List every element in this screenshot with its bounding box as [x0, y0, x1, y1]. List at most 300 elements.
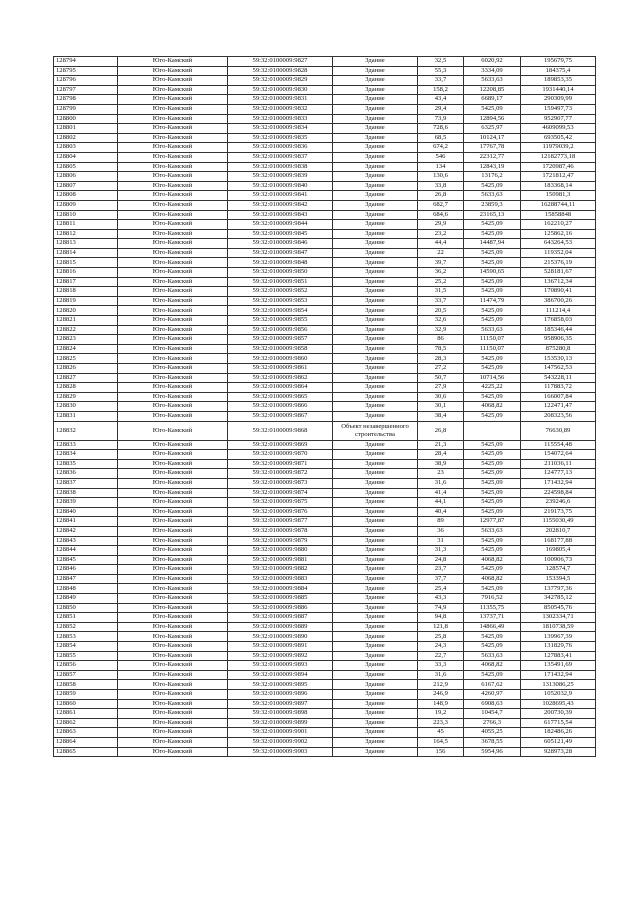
row-number-cell: 128840 [54, 507, 118, 517]
cadastral-number-cell: 59:32:0100009:9827 [228, 57, 333, 67]
cadastral-value-cell: 184375,4 [521, 66, 596, 76]
area-cell: 19,2 [418, 709, 464, 719]
object-type-cell: Здание [333, 747, 418, 757]
row-number-cell: 128841 [54, 517, 118, 527]
cadastral-value-cell: 16288744,11 [521, 200, 596, 210]
area-cell: 164,5 [418, 737, 464, 747]
object-type-cell: Здание [333, 239, 418, 249]
district-cell: Юго-Камский [118, 402, 228, 412]
cadastral-number-cell: 59:32:0100009:9879 [228, 536, 333, 546]
area-cell: 32,5 [418, 57, 464, 67]
unit-value-cell: 5425,09 [464, 546, 521, 556]
unit-value-cell: 5633,63 [464, 76, 521, 86]
object-type-cell: Здание [333, 172, 418, 182]
area-cell: 39,7 [418, 258, 464, 268]
cadastral-value-cell: 386700,26 [521, 296, 596, 306]
cadastral-value-cell: 183368,14 [521, 181, 596, 191]
object-type-cell: Объект незавершенного строительства [333, 421, 418, 440]
cadastral-number-cell: 59:32:0100009:9891 [228, 642, 333, 652]
cadastral-value-cell: 136712,34 [521, 277, 596, 287]
row-number-cell: 128826 [54, 364, 118, 374]
object-type-cell: Здание [333, 57, 418, 67]
district-cell: Юго-Камский [118, 57, 228, 67]
object-type-cell: Здание [333, 402, 418, 412]
cadastral-value-cell: 76630,89 [521, 421, 596, 440]
cadastral-value-cell: 127883,41 [521, 651, 596, 661]
district-cell: Юго-Камский [118, 651, 228, 661]
table-row [54, 57, 596, 67]
area-cell: 23,2 [418, 229, 464, 239]
cadastral-number-cell: 59:32:0100009:9831 [228, 95, 333, 105]
table-row [54, 277, 596, 287]
district-cell: Юго-Камский [118, 737, 228, 747]
row-number-cell: 128821 [54, 316, 118, 326]
cadastral-number-cell: 59:32:0100009:9830 [228, 85, 333, 95]
district-cell: Юго-Камский [118, 220, 228, 230]
object-type-cell: Здание [333, 364, 418, 374]
cadastral-value-cell: 224598,84 [521, 488, 596, 498]
cadastral-number-cell: 59:32:0100009:9885 [228, 594, 333, 604]
unit-value-cell: 5425,09 [464, 411, 521, 421]
row-number-cell: 128801 [54, 124, 118, 134]
row-number-cell: 128835 [54, 459, 118, 469]
table-row [54, 373, 596, 383]
area-cell: 40,4 [418, 507, 464, 517]
object-type-cell: Здание [333, 114, 418, 124]
object-type-cell: Здание [333, 316, 418, 326]
cadastral-number-cell: 59:32:0100009:9853 [228, 296, 333, 306]
cadastral-value-cell: 617715,54 [521, 718, 596, 728]
cadastral-number-cell: 59:32:0100009:9872 [228, 469, 333, 479]
row-number-cell: 128855 [54, 651, 118, 661]
row-number-cell: 128815 [54, 258, 118, 268]
object-type-cell: Здание [333, 517, 418, 527]
district-cell: Юго-Камский [118, 555, 228, 565]
object-type-cell: Здание [333, 594, 418, 604]
unit-value-cell: 5425,09 [464, 392, 521, 402]
district-cell: Юго-Камский [118, 642, 228, 652]
district-cell: Юго-Камский [118, 210, 228, 220]
table-row [54, 95, 596, 105]
row-number-cell: 128863 [54, 728, 118, 738]
unit-value-cell: 5425,09 [464, 364, 521, 374]
cadastral-value-cell: 1720987,46 [521, 162, 596, 172]
cadastral-number-cell: 59:32:0100009:9881 [228, 555, 333, 565]
table-row [54, 191, 596, 201]
object-type-cell: Здание [333, 632, 418, 642]
cadastral-number-cell: 59:32:0100009:9902 [228, 737, 333, 747]
object-type-cell: Здание [333, 133, 418, 143]
area-cell: 32,9 [418, 325, 464, 335]
row-number-cell: 128803 [54, 143, 118, 153]
district-cell: Юго-Камский [118, 718, 228, 728]
cadastral-value-cell: 195679,75 [521, 57, 596, 67]
table-row [54, 316, 596, 326]
unit-value-cell: 23165,13 [464, 210, 521, 220]
district-cell: Юго-Камский [118, 162, 228, 172]
table-row [54, 133, 596, 143]
area-cell: 89 [418, 517, 464, 527]
district-cell: Юго-Камский [118, 661, 228, 671]
unit-value-cell: 13176,2 [464, 172, 521, 182]
unit-value-cell: 14866,49 [464, 622, 521, 632]
table-row [54, 411, 596, 421]
district-cell: Юго-Камский [118, 546, 228, 556]
object-type-cell: Здание [333, 344, 418, 354]
area-cell: 23,7 [418, 565, 464, 575]
cadastral-value-cell: 342785,12 [521, 594, 596, 604]
area-cell: 682,7 [418, 200, 464, 210]
object-type-cell: Здание [333, 411, 418, 421]
area-cell: 50,7 [418, 373, 464, 383]
area-cell: 32,6 [418, 316, 464, 326]
area-cell: 148,9 [418, 699, 464, 709]
area-cell: 38,4 [418, 411, 464, 421]
unit-value-cell: 6020,92 [464, 57, 521, 67]
row-number-cell: 128851 [54, 613, 118, 623]
object-type-cell: Здание [333, 603, 418, 613]
district-cell: Юго-Камский [118, 728, 228, 738]
cadastral-number-cell: 59:32:0100009:9895 [228, 680, 333, 690]
district-cell: Юго-Камский [118, 440, 228, 450]
unit-value-cell: 5425,09 [464, 642, 521, 652]
cadastral-value-cell: 117883,72 [521, 383, 596, 393]
row-number-cell: 128807 [54, 181, 118, 191]
cadastral-value-cell: 1721812,47 [521, 172, 596, 182]
area-cell: 68,5 [418, 133, 464, 143]
row-number-cell: 128794 [54, 57, 118, 67]
cadastral-number-cell: 59:32:0100009:9855 [228, 316, 333, 326]
area-cell: 24,3 [418, 642, 464, 652]
area-cell: 212,9 [418, 680, 464, 690]
cadastral-value-cell: 1931440,14 [521, 85, 596, 95]
unit-value-cell: 2766,3 [464, 718, 521, 728]
district-cell: Юго-Камский [118, 469, 228, 479]
district-cell: Юго-Камский [118, 287, 228, 297]
row-number-cell: 128811 [54, 220, 118, 230]
area-cell: 31 [418, 536, 464, 546]
cadastral-value-cell: 952907,77 [521, 114, 596, 124]
district-cell: Юго-Камский [118, 450, 228, 460]
table-row [54, 325, 596, 335]
district-cell: Юго-Камский [118, 392, 228, 402]
object-type-cell: Здание [333, 104, 418, 114]
cadastral-value-cell: 605121,49 [521, 737, 596, 747]
cadastral-number-cell: 59:32:0100009:9834 [228, 124, 333, 134]
object-type-cell: Здание [333, 248, 418, 258]
cadastral-number-cell: 59:32:0100009:9839 [228, 172, 333, 182]
cadastral-number-cell: 59:32:0100009:9828 [228, 66, 333, 76]
table-row [54, 632, 596, 642]
district-cell: Юго-Камский [118, 459, 228, 469]
table-row [54, 210, 596, 220]
table-row [54, 555, 596, 565]
unit-value-cell: 5425,09 [464, 181, 521, 191]
object-type-cell: Здание [333, 85, 418, 95]
unit-value-cell: 12894,56 [464, 114, 521, 124]
cadastral-number-cell: 59:32:0100009:9852 [228, 287, 333, 297]
cadastral-value-cell: 850545,76 [521, 603, 596, 613]
table-row [54, 200, 596, 210]
district-cell: Юго-Камский [118, 152, 228, 162]
cadastral-number-cell: 59:32:0100009:9899 [228, 718, 333, 728]
area-cell: 21,3 [418, 440, 464, 450]
district-cell: Юго-Камский [118, 277, 228, 287]
cadastral-value-cell: 200730,39 [521, 709, 596, 719]
district-cell: Юго-Камский [118, 316, 228, 326]
row-number-cell: 128798 [54, 95, 118, 105]
district-cell: Юго-Камский [118, 200, 228, 210]
district-cell: Юго-Камский [118, 325, 228, 335]
row-number-cell: 128814 [54, 248, 118, 258]
object-type-cell: Здание [333, 488, 418, 498]
district-cell: Юго-Камский [118, 699, 228, 709]
row-number-cell: 128795 [54, 66, 118, 76]
unit-value-cell: 4068,82 [464, 574, 521, 584]
object-type-cell: Здание [333, 392, 418, 402]
area-cell: 26,8 [418, 191, 464, 201]
unit-value-cell: 12208,85 [464, 85, 521, 95]
object-type-cell: Здание [333, 354, 418, 364]
unit-value-cell: 3678,55 [464, 737, 521, 747]
area-cell: 684,6 [418, 210, 464, 220]
object-type-cell: Здание [333, 584, 418, 594]
table-row [54, 699, 596, 709]
cadastral-value-cell: 124777,13 [521, 469, 596, 479]
district-cell: Юго-Камский [118, 364, 228, 374]
row-number-cell: 128861 [54, 709, 118, 719]
area-cell: 24,8 [418, 555, 464, 565]
row-number-cell: 128827 [54, 373, 118, 383]
table-row [54, 613, 596, 623]
cadastral-value-cell: 928973,28 [521, 747, 596, 757]
district-cell: Юго-Камский [118, 133, 228, 143]
area-cell: 29,4 [418, 104, 464, 114]
cadastral-value-cell: 115554,48 [521, 440, 596, 450]
cadastral-number-cell: 59:32:0100009:9870 [228, 450, 333, 460]
district-cell: Юго-Камский [118, 690, 228, 700]
table-row [54, 574, 596, 584]
area-cell: 31,6 [418, 670, 464, 680]
district-cell: Юго-Камский [118, 172, 228, 182]
district-cell: Юго-Камский [118, 85, 228, 95]
district-cell: Юго-Камский [118, 526, 228, 536]
row-number-cell: 128818 [54, 287, 118, 297]
row-number-cell: 128823 [54, 335, 118, 345]
object-type-cell: Здание [333, 66, 418, 76]
unit-value-cell: 6167,62 [464, 680, 521, 690]
unit-value-cell: 5633,63 [464, 191, 521, 201]
district-cell: Юго-Камский [118, 124, 228, 134]
unit-value-cell: 5425,09 [464, 316, 521, 326]
district-cell: Юго-Камский [118, 268, 228, 278]
object-type-cell: Здание [333, 651, 418, 661]
cadastral-value-table [53, 56, 596, 757]
object-type-cell: Здание [333, 220, 418, 230]
row-number-cell: 128848 [54, 584, 118, 594]
table-row [54, 594, 596, 604]
unit-value-cell: 5425,09 [464, 258, 521, 268]
cadastral-number-cell: 59:32:0100009:9856 [228, 325, 333, 335]
cadastral-value-cell: 15858848 [521, 210, 596, 220]
unit-value-cell: 10124,17 [464, 133, 521, 143]
object-type-cell: Здание [333, 229, 418, 239]
object-type-cell: Здание [333, 296, 418, 306]
table-row [54, 469, 596, 479]
object-type-cell: Здание [333, 536, 418, 546]
area-cell: 45 [418, 728, 464, 738]
cadastral-value-cell: 219173,75 [521, 507, 596, 517]
cadastral-value-cell: 202810,7 [521, 526, 596, 536]
unit-value-cell [464, 421, 521, 440]
table-row [54, 603, 596, 613]
cadastral-value-cell: 208323,56 [521, 411, 596, 421]
cadastral-value-cell: 154072,64 [521, 450, 596, 460]
district-cell: Юго-Камский [118, 584, 228, 594]
unit-value-cell: 23859,3 [464, 200, 521, 210]
area-cell: 86 [418, 335, 464, 345]
unit-value-cell: 5954,96 [464, 747, 521, 757]
table-row [54, 181, 596, 191]
area-cell: 25,8 [418, 632, 464, 642]
area-cell: 29,9 [418, 220, 464, 230]
cadastral-number-cell: 59:32:0100009:9854 [228, 306, 333, 316]
object-type-cell: Здание [333, 287, 418, 297]
object-type-cell: Здание [333, 690, 418, 700]
unit-value-cell: 5425,09 [464, 498, 521, 508]
cadastral-value-cell: 100906,73 [521, 555, 596, 565]
unit-value-cell: 5425,09 [464, 488, 521, 498]
district-cell: Юго-Камский [118, 95, 228, 105]
cadastral-value-cell: 128574,7 [521, 565, 596, 575]
area-cell: 158,2 [418, 85, 464, 95]
table-row [54, 507, 596, 517]
area-cell: 74,9 [418, 603, 464, 613]
district-cell: Юго-Камский [118, 747, 228, 757]
row-number-cell: 128843 [54, 536, 118, 546]
district-cell: Юго-Камский [118, 565, 228, 575]
row-number-cell: 128805 [54, 162, 118, 172]
unit-value-cell: 12977,87 [464, 517, 521, 527]
area-cell: 43,3 [418, 594, 464, 604]
object-type-cell: Здание [333, 546, 418, 556]
table-row [54, 306, 596, 316]
cadastral-value-cell: 131829,76 [521, 642, 596, 652]
area-cell: 728,6 [418, 124, 464, 134]
area-cell: 28,3 [418, 354, 464, 364]
row-number-cell: 128824 [54, 344, 118, 354]
unit-value-cell: 22312,77 [464, 152, 521, 162]
row-number-cell: 128859 [54, 690, 118, 700]
table-row [54, 229, 596, 239]
cadastral-value-cell: 153394,5 [521, 574, 596, 584]
cadastral-number-cell: 59:32:0100009:9897 [228, 699, 333, 709]
area-cell: 121,8 [418, 622, 464, 632]
cadastral-value-cell: 11979039,2 [521, 143, 596, 153]
table-row [54, 536, 596, 546]
row-number-cell: 128850 [54, 603, 118, 613]
cadastral-number-cell: 59:32:0100009:9901 [228, 728, 333, 738]
area-cell: 23 [418, 469, 464, 479]
cadastral-value-cell: 135491,69 [521, 661, 596, 671]
district-cell: Юго-Камский [118, 296, 228, 306]
table-row [54, 248, 596, 258]
cadastral-value-cell: 185346,44 [521, 325, 596, 335]
row-number-cell: 128800 [54, 114, 118, 124]
table-row [54, 709, 596, 719]
row-number-cell: 128802 [54, 133, 118, 143]
unit-value-cell: 10714,56 [464, 373, 521, 383]
cadastral-number-cell: 59:32:0100009:9898 [228, 709, 333, 719]
object-type-cell: Здание [333, 76, 418, 86]
cadastral-value-cell: 166007,84 [521, 392, 596, 402]
table-row [54, 421, 596, 440]
unit-value-cell: 5425,09 [464, 478, 521, 488]
object-type-cell: Здание [333, 440, 418, 450]
unit-value-cell: 5425,09 [464, 277, 521, 287]
district-cell: Юго-Камский [118, 239, 228, 249]
row-number-cell: 128839 [54, 498, 118, 508]
area-cell: 27,9 [418, 383, 464, 393]
unit-value-cell: 4260,97 [464, 690, 521, 700]
district-cell: Юго-Камский [118, 66, 228, 76]
cadastral-number-cell: 59:32:0100009:9844 [228, 220, 333, 230]
object-type-cell: Здание [333, 277, 418, 287]
area-cell: 130,6 [418, 172, 464, 182]
cadastral-value-cell: 875280,8 [521, 344, 596, 354]
cadastral-value-cell: 189853,35 [521, 76, 596, 86]
cadastral-number-cell: 59:32:0100009:9864 [228, 383, 333, 393]
object-type-cell: Здание [333, 498, 418, 508]
table-row [54, 440, 596, 450]
table-row [54, 728, 596, 738]
district-cell: Юго-Камский [118, 594, 228, 604]
area-cell: 94,8 [418, 613, 464, 623]
table-row [54, 143, 596, 153]
row-number-cell: 128810 [54, 210, 118, 220]
cadastral-value-cell: 958906,35 [521, 335, 596, 345]
area-cell: 43,4 [418, 95, 464, 105]
table-row [54, 651, 596, 661]
cadastral-number-cell: 59:32:0100009:9832 [228, 104, 333, 114]
unit-value-cell: 5425,09 [464, 469, 521, 479]
area-cell: 73,9 [418, 114, 464, 124]
district-cell: Юго-Камский [118, 181, 228, 191]
table-row [54, 680, 596, 690]
cadastral-number-cell: 59:32:0100009:9860 [228, 354, 333, 364]
unit-value-cell: 5633,63 [464, 325, 521, 335]
row-number-cell: 128864 [54, 737, 118, 747]
cadastral-number-cell: 59:32:0100009:9851 [228, 277, 333, 287]
row-number-cell: 128831 [54, 411, 118, 421]
row-number-cell: 128853 [54, 632, 118, 642]
table-row [54, 622, 596, 632]
cadastral-number-cell: 59:32:0100009:9890 [228, 632, 333, 642]
district-cell: Юго-Камский [118, 229, 228, 239]
cadastral-number-cell: 59:32:0100009:9880 [228, 546, 333, 556]
district-cell: Юго-Камский [118, 507, 228, 517]
district-cell: Юго-Камский [118, 680, 228, 690]
area-cell: 134 [418, 162, 464, 172]
unit-value-cell: 17767,78 [464, 143, 521, 153]
object-type-cell: Здание [333, 210, 418, 220]
table-row [54, 459, 596, 469]
table-row [54, 172, 596, 182]
cadastral-number-cell: 59:32:0100009:9889 [228, 622, 333, 632]
row-number-cell: 128819 [54, 296, 118, 306]
cadastral-number-cell: 59:32:0100009:9893 [228, 661, 333, 671]
cadastral-value-cell: 528181,67 [521, 268, 596, 278]
